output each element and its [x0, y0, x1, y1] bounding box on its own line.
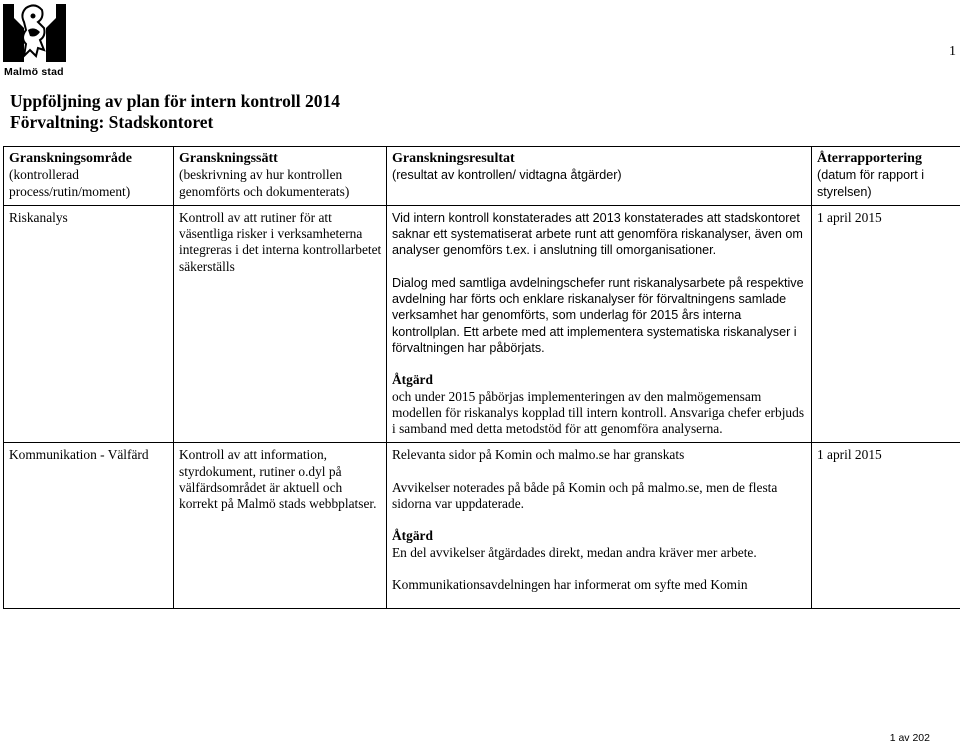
header-col1-title: Granskningsområde	[9, 151, 169, 167]
table-row	[4, 205, 960, 443]
row1-result-p2: Dialog med samtliga avdelningschefer runt riskanalysarbete på respektive avdelning har förts och enklare riskanalyser för förvaltningens samlade verksamhet har genomförts, som underlag för 2015 års interna kontrollplan. Ett arbete med att implementera systematiska riskanalyser i förvaltningen har påbörjats.	[392, 275, 807, 356]
header-col4-title: Återrapportering	[817, 151, 956, 167]
header-col2-sub: (beskrivning av hur kontrollen genomförts och dokumenterats)	[179, 167, 382, 200]
page-footer: 1 av 202	[890, 732, 930, 744]
header-col1-sub: (kontrollerad process/rutin/moment)	[9, 167, 169, 200]
header-col4-sub: (datum för rapport i styrelsen)	[817, 167, 956, 200]
control-plan-table	[3, 146, 960, 609]
row2-method: Kontroll av att information, styrdokument, rutiner o.dyl på välfärdsområdet är aktuell och korrekt på Malmö stads webbplatser.	[174, 443, 387, 608]
page-title	[10, 91, 340, 133]
row2-result-p3: En del avvikelser åtgärdades direkt, medan andra kräver mer arbete.	[392, 545, 807, 561]
logo-text: Malmö stad	[4, 66, 64, 78]
logo-emblem-left	[3, 4, 24, 62]
row2-result-p1: Relevanta sidor på Komin och malmo.se har granskats	[392, 447, 807, 463]
row1-result-p3: och under 2015 påbörjas implementeringen av den malmögemensam modellen för riskanalys kopplad till intern kontroll. Ansvariga chefer erbjuds i samband med detta metodstöd för att genomföra analyserna.	[392, 389, 807, 438]
header-col3-sub: (resultat av kontrollen/ vidtagna åtgärder)	[392, 167, 807, 183]
row1-report: 1 april 2015	[812, 205, 960, 443]
row1-method: Kontroll av att rutiner för att väsentliga risker i verksamheterna integreras i det interna kontrollarbetet säkerställs	[174, 205, 387, 443]
header-aterrapportering	[812, 147, 960, 206]
row2-action-label: Åtgärd	[392, 528, 807, 544]
table-row	[4, 443, 960, 608]
row2-result-p4: Kommunikationsavdelningen har informerat om syfte med Komin	[392, 577, 807, 603]
row2-area: Kommunikation - Välfärd	[4, 443, 174, 608]
logo-emblem-right	[46, 4, 66, 62]
row2-result-p2: Avvikelser noterades på både på Komin och på malmo.se, men de flesta sidorna var uppdaterade.	[392, 480, 807, 513]
title-line-2: Förvaltning: Stadskontoret	[10, 112, 340, 133]
header-col2-title: Granskningssätt	[179, 151, 382, 167]
header-granskningsresultat	[387, 147, 812, 206]
row1-result-p1: Vid intern kontroll konstaterades att 2013 konstaterades att stadskontoret saknar ett systematiserat arbete runt att genomföra riskanalyser, även om analyser genomförs t.ex. i anslutning till omorganisationer.	[392, 210, 807, 259]
header-col3-title: Granskningsresultat	[392, 151, 807, 167]
row1-area: Riskanalys	[4, 205, 174, 443]
table-header-row	[4, 147, 960, 206]
row1-result	[387, 205, 812, 443]
header-granskningsomrade	[4, 147, 174, 206]
page-number-top: 1	[949, 44, 956, 60]
row2-result	[387, 443, 812, 608]
title-line-1: Uppföljning av plan för intern kontroll 2014	[10, 91, 340, 112]
header-granskningssatt	[174, 147, 387, 206]
row1-action-label: Åtgärd	[392, 372, 807, 388]
row2-report: 1 april 2015	[812, 443, 960, 608]
